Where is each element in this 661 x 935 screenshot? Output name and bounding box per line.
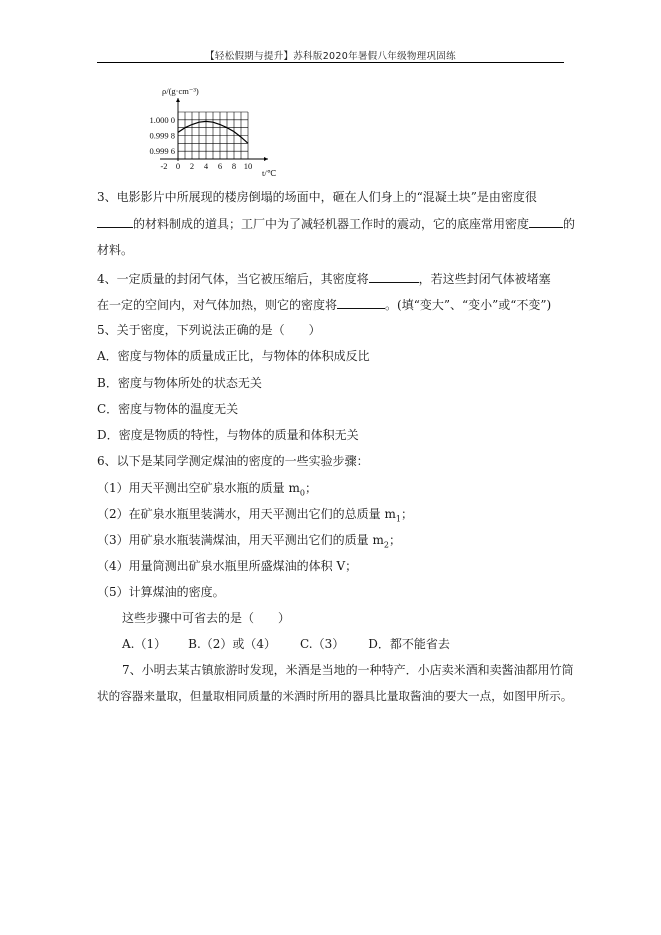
y-tick-label: 0.999 8 [149,130,175,141]
page-header: 【轻松假期与提升】苏科版2020年暑假八年级物理巩固练 [205,51,456,62]
x-tick-label: 8 [231,161,237,171]
y-axis-label: ρ/(g·cm⁻³) [162,86,199,96]
x-tick-label: 2 [189,161,195,171]
answer-blank[interactable] [337,296,385,309]
answer-blank[interactable] [529,215,563,228]
x-tick-label: 10 [243,161,253,171]
chart-ticks [150,115,253,171]
y-tick-label: 0.999 6 [149,146,175,157]
question-3-line-2: 的材料制成的道具；工厂中为了减轻机器工作时的震动，它的底座常用密度 的 [97,215,575,232]
question-3-line-1: 3、电影影片中所展现的楼房倒塌的场面中，砸在人们身上的“混凝土块”是由密度很 [97,190,537,204]
x-axis-arrow [264,157,268,161]
chart-axes [160,98,268,161]
question-6-stem: 6、以下是某同学测定煤油的密度的一些实验步骤： [97,454,369,468]
density-temperature-chart [112,82,312,182]
question-3-line-3: 材料。 [97,243,134,257]
chart-grid [178,112,248,159]
x-tick-label: 0 [175,161,181,171]
question-6-options [122,636,450,652]
answer-blank[interactable] [97,215,133,228]
y-tick-label: 1.000 0 [149,114,175,125]
question-4-line-1: 4、一定质量的封闭气体，当它被压缩后，其密度将 ，若这些封闭气体被堵塞 [97,272,551,286]
x-tick-label: 6 [217,161,223,171]
question-6-option-a[interactable]: A.（1） [122,637,167,651]
question-5-option-c[interactable]: C．密度与物体的温度无关 [97,402,239,416]
x-tick-label: 4 [203,161,209,171]
question-5-stem: 5、关于密度，下列说法正确的是（ ） [97,323,321,337]
question-6-question: 这些步骤中可省去的是（ ） [122,611,291,625]
question-6-step-3: （3）用矿泉水瓶装满煤油，用天平测出它们的质量 $m_2$； [97,533,401,550]
question-6-step-4: （4）用量筒测出矿泉水瓶里所盛煤油的体积 V； [97,559,358,573]
header-rule [97,62,564,63]
y-axis-arrow [176,98,180,102]
question-5-option-a[interactable]: A．密度与物体的质量成正比，与物体的体积成反比 [97,349,370,363]
question-6-option-d[interactable]: D．都不能省去 [368,637,450,651]
question-6-option-b[interactable]: B.（2）或（4） [188,637,277,651]
question-6-option-c[interactable]: C.（3） [300,637,345,651]
question-5-option-d[interactable]: D．密度是物质的特性，与物体的质量和体积无关 [97,428,359,442]
question-7-line-1: 7、小明去某古镇旅游时发现，米酒是当地的一种特产．小店卖米酒和卖酱油都用竹筒 [122,663,574,677]
answer-blank[interactable] [369,270,419,283]
question-6-step-2: （2）在矿泉水瓶里装满水，用天平测出它们的总质量 $m_1$； [97,507,413,524]
question-7-line-2: 状的容器来量取，但量取相同质量的米酒时所用的器具比量取酱油的要大一点，如图甲所示。 [97,689,573,703]
question-4-line-2: 在一定的空间内，对气体加热，则它的密度将 。(填“变大”、“变小”或“不变”) [97,298,552,312]
question-6-step-1: （1）用天平测出空矿泉水瓶的质量 $m_0$； [97,481,317,498]
x-axis-label: t/℃ [262,168,277,178]
question-5-option-b[interactable]: B．密度与物体所处的状态无关 [97,376,262,390]
question-6-step-5: （5）计算煤油的密度。 [97,585,225,599]
x-tick-label: -2 [160,161,168,171]
